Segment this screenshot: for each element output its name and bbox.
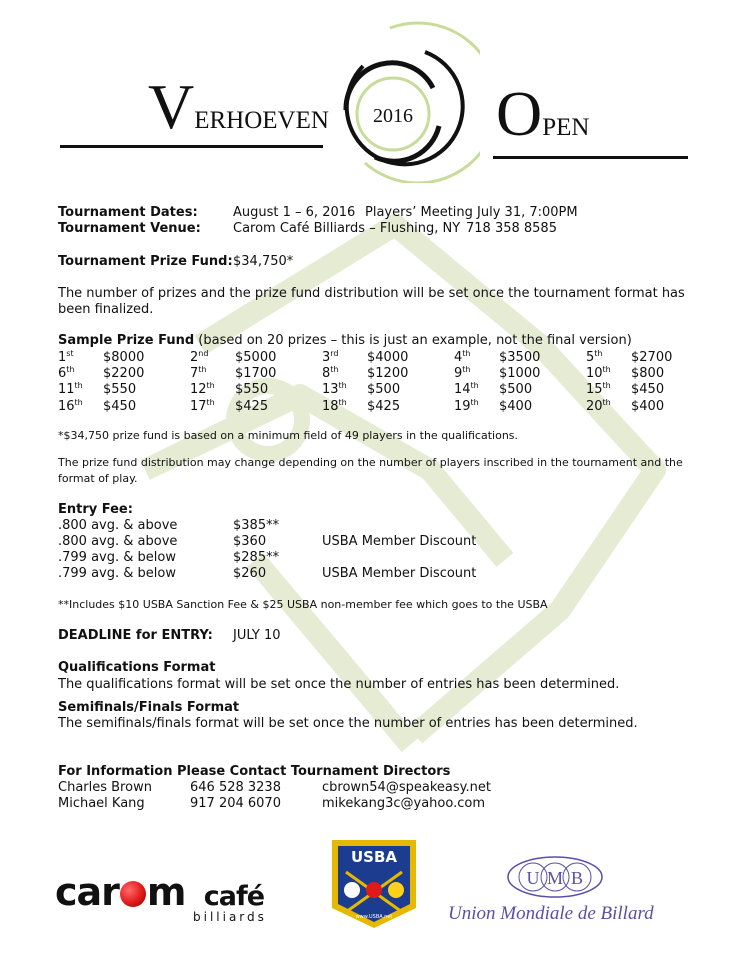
prize-place <box>190 350 208 366</box>
venue-label: Tournament Venue: <box>58 221 201 236</box>
fee-discount-note: USBA Member Discount <box>322 534 477 549</box>
fee-amount: $360 <box>233 534 267 549</box>
prize-amount: $450 <box>103 399 137 414</box>
prize-place-suffix: th <box>462 365 471 374</box>
prize-place <box>586 382 611 398</box>
prize-place-number: 20 <box>586 399 603 414</box>
prize-place-suffix: th <box>602 365 611 374</box>
prize-amount: $400 <box>499 399 533 414</box>
prize-place-number: 13 <box>322 382 339 397</box>
entry-fee-footnote: **Includes $10 USBA Sanction Fee & $25 USBA non-member fee which goes to the USBA <box>58 598 548 611</box>
prize-amount: $1200 <box>367 366 409 381</box>
semifinals-heading: Semifinals/Finals Format <box>58 700 240 715</box>
prize-place <box>58 399 83 415</box>
prize-place <box>322 382 347 398</box>
fee-amount: $385** <box>233 518 280 533</box>
prize-place <box>190 382 215 398</box>
contact-name: Charles Brown <box>58 780 152 795</box>
prize-place-suffix: nd <box>198 349 209 358</box>
prize-amount: $550 <box>235 382 269 397</box>
prize-place-number: 6 <box>58 366 67 381</box>
prize-place-number: 10 <box>586 366 603 381</box>
prize-place <box>454 399 479 415</box>
prize-fund-footnote: *$34,750 prize fund is based on a minimum field of 49 players in the qualifications. <box>58 429 519 442</box>
prize-place-suffix: th <box>470 398 479 407</box>
prize-place <box>586 350 603 366</box>
prize-amount: $2700 <box>631 350 673 365</box>
contact-email: mikekang3c@yahoo.com <box>322 796 485 811</box>
prize-place <box>586 399 611 415</box>
title-rule-right <box>493 156 688 159</box>
prize-place <box>454 350 471 366</box>
billiards-text: billiards <box>193 910 267 924</box>
prize-place-number: 7 <box>190 366 199 381</box>
year-label: 2016 <box>373 105 413 127</box>
prize-place-suffix: th <box>66 365 75 374</box>
dates-value: August 1 – 6, 2016 <box>233 205 356 220</box>
prize-place-suffix: th <box>602 398 611 407</box>
prize-amount: $5000 <box>235 350 277 365</box>
prize-amount: $1700 <box>235 366 277 381</box>
fee-amount: $285** <box>233 550 280 565</box>
title-verhoeven <box>148 71 329 142</box>
title-rule-left <box>60 145 323 148</box>
prize-amount: $450 <box>631 382 665 397</box>
distribution-paragraph: The prize fund distribution may change depending on the number of players inscribed in the tournament and the format of play. <box>58 456 683 485</box>
carom-text-right: m <box>146 870 186 914</box>
prize-place-suffix: th <box>462 349 471 358</box>
prize-place-suffix: th <box>330 365 339 374</box>
prize-amount: $425 <box>367 399 401 414</box>
prize-place-number: 8 <box>322 366 331 381</box>
prize-place <box>58 350 74 366</box>
fee-level: .800 avg. & above <box>58 534 178 549</box>
prize-amount: $400 <box>631 399 665 414</box>
prize-amount: $550 <box>103 382 137 397</box>
prize-place-suffix: th <box>338 398 347 407</box>
prize-place-suffix: th <box>470 381 479 390</box>
prize-place-suffix: th <box>602 381 611 390</box>
prize-place-number: 12 <box>190 382 207 397</box>
prize-place <box>586 366 611 382</box>
umb-letter-u: U <box>526 868 540 888</box>
fee-amount: $260 <box>233 566 267 581</box>
sample-fund-note: (based on 20 prizes – this is just an example, not the final version) <box>194 333 632 348</box>
carom-text-left: car <box>55 870 119 914</box>
prize-amount: $500 <box>499 382 533 397</box>
dates-label: Tournament Dates: <box>58 205 198 220</box>
prize-place-suffix: th <box>206 381 215 390</box>
fee-level: .800 avg. & above <box>58 518 178 533</box>
prize-amount: $4000 <box>367 350 409 365</box>
sample-fund-heading <box>58 333 632 349</box>
usba-logo <box>330 838 418 930</box>
contact-email: cbrown54@speakeasy.net <box>322 780 491 795</box>
prize-place <box>58 382 83 398</box>
emblem-arc-bottom <box>375 126 439 161</box>
title-open <box>496 78 590 149</box>
qualifications-heading: Qualifications Format <box>58 660 216 675</box>
prize-amount: $2200 <box>103 366 145 381</box>
prize-place <box>454 366 471 382</box>
umb-badge <box>505 855 605 900</box>
prize-place <box>454 382 479 398</box>
prize-place-suffix: th <box>74 381 83 390</box>
prize-place-number: 18 <box>322 399 339 414</box>
prize-place <box>190 399 215 415</box>
umb-name: Union Mondiale de Billard <box>448 903 654 924</box>
prize-place <box>322 350 339 366</box>
meeting-info: Players’ Meeting July 31, 7:00PM <box>365 205 578 220</box>
prize-place <box>322 399 347 415</box>
usba-yellow-ball <box>388 882 404 898</box>
prize-amount: $3500 <box>499 350 541 365</box>
prize-amount: $500 <box>367 382 401 397</box>
contacts-heading: For Information Please Contact Tournament Directors <box>58 764 451 779</box>
cafe-text: café <box>203 881 265 912</box>
contact-phone: 917 204 6070 <box>190 796 281 811</box>
prize-place-number: 17 <box>190 399 207 414</box>
umb-letter-b: B <box>570 868 584 888</box>
qualifications-text: The qualifications format will be set once the number of entries has been determined. <box>58 677 620 692</box>
prize-place-number: 3 <box>322 350 331 365</box>
usba-white-ball <box>344 882 360 898</box>
title-open-initial: O <box>496 78 543 149</box>
prize-place-suffix: th <box>594 349 603 358</box>
prize-fund-label: Tournament Prize Fund: <box>58 254 233 269</box>
prize-place <box>190 366 207 382</box>
prize-place-number: 15 <box>586 382 603 397</box>
prize-place-number: 5 <box>586 350 595 365</box>
prize-amount: $1000 <box>499 366 541 381</box>
entry-fee-heading: Entry Fee: <box>58 502 133 517</box>
prize-place-suffix: th <box>74 398 83 407</box>
fee-discount-note: USBA Member Discount <box>322 566 477 581</box>
prize-amount: $800 <box>631 366 665 381</box>
prize-place-suffix: st <box>66 349 74 358</box>
title-verhoeven-initial: V <box>148 71 195 142</box>
sample-fund-title: Sample Prize Fund <box>58 333 195 348</box>
contact-phone: 646 528 3238 <box>190 780 281 795</box>
prize-place-number: 1 <box>58 350 67 365</box>
prize-place-number: 11 <box>58 382 75 397</box>
year-emblem <box>330 18 480 183</box>
prize-place-number: 2 <box>190 350 199 365</box>
deadline-label: DEADLINE for ENTRY: <box>58 628 213 643</box>
prize-place-suffix: rd <box>330 349 339 358</box>
umb-letter-m: M <box>546 868 564 888</box>
title-verhoeven-rest: ERHOEVEN <box>194 107 329 134</box>
red-ball-icon <box>120 881 146 907</box>
prize-amount: $425 <box>235 399 269 414</box>
usba-label: USBA <box>350 848 398 866</box>
semifinals-text: The semifinals/finals format will be set once the number of entries has been determined. <box>58 716 638 731</box>
venue-value: Carom Café Billiards – Flushing, NY <box>233 221 461 236</box>
prize-place-number: 19 <box>454 399 471 414</box>
deadline-value: JULY 10 <box>233 628 281 643</box>
prize-fund-value: $34,750* <box>233 254 294 269</box>
fee-level: .799 avg. & below <box>58 550 176 565</box>
prize-place-number: 9 <box>454 366 463 381</box>
prize-place-suffix: th <box>338 381 347 390</box>
prize-place <box>322 366 339 382</box>
title-open-rest: PEN <box>542 114 590 141</box>
usba-url: www.USBA.net <box>355 914 393 920</box>
prize-place-suffix: th <box>198 365 207 374</box>
prize-place-suffix: th <box>206 398 215 407</box>
prize-place-number: 16 <box>58 399 75 414</box>
contact-name: Michael Kang <box>58 796 145 811</box>
venue-phone: 718 358 8585 <box>466 221 557 236</box>
fee-level: .799 avg. & below <box>58 566 176 581</box>
prize-amount: $8000 <box>103 350 145 365</box>
usba-red-ball <box>366 882 382 898</box>
prize-place-number: 4 <box>454 350 463 365</box>
prizes-paragraph: The number of prizes and the prize fund distribution will be set once the tournament format has been finalized. <box>58 286 685 317</box>
prize-place <box>58 366 75 382</box>
prize-place-number: 14 <box>454 382 471 397</box>
